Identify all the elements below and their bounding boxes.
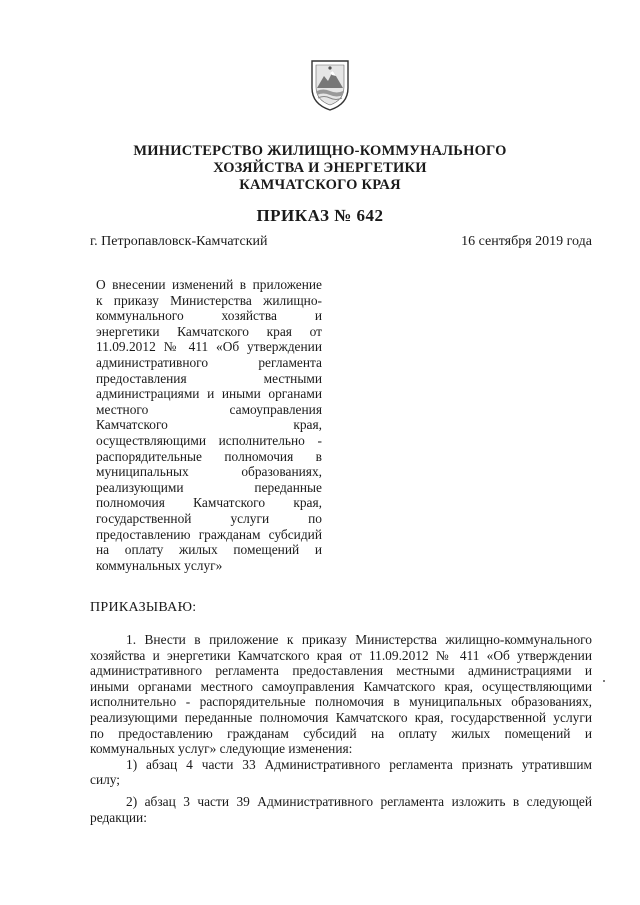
paragraph-line: по предоставлению гражданам субсидий на оплату жилых помещений и [90,725,592,741]
ministry-name-line: ХОЗЯЙСТВА И ЭНЕРГЕТИКИ [213,160,427,176]
subject-line: административного регламента [96,354,322,370]
paragraph-line: реализующими переданные полномочия Камчатского края, государственной услуги [90,709,592,725]
subject-line: на оплату жилых помещений и [96,542,322,558]
paragraph-line: административного регламента предоставления местными администрациями и [90,663,592,679]
subject-line: полномочия Камчатского края, [96,495,322,511]
subject-line: администрациями и иными органами [96,386,322,402]
subject-line: О внесении изменений в приложение [96,277,322,292]
paragraph-line: хозяйства и энергетики Камчатского края от 11.09.2012 № 411 «Об утверждении [90,647,592,663]
order-date: 16 сентября 2019 года [461,234,592,249]
subject-line: реализующими переданные [96,479,322,495]
order-body [90,632,592,825]
paragraph-line: исполнительно - распорядительные полномочия в муниципальных образованиях, [90,694,592,710]
subject-line: распорядительные полномочия в [96,448,322,464]
subject-line: государственной услуги по [96,510,322,526]
list-item-line: 1) абзац 4 части 33 Административного регламента признать утратившим [126,756,592,772]
subject-line: энергетики Камчатского края от [96,323,322,339]
paragraph-line: 1. Внести в приложение к приказу Министерства жилищно-коммунального [126,632,592,647]
city-name: г. Петропавловск-Камчатский [90,234,268,249]
order-title: ПРИКАЗ № 642 [256,206,384,225]
subject-line: предоставлению гражданам субсидий [96,526,322,542]
paragraph-line: иными органами местного самоуправления Камчатского края, осуществляющими [90,678,592,694]
subject-line: 11.09.2012 № 411 «Об утверждении [96,339,322,355]
list-item-line: редакции: [90,809,147,825]
subject-line: к приказу Министерства жилищно- [96,292,322,308]
ministry-name-line: КАМЧАТСКОГО КРАЯ [239,177,401,193]
scan-speck [603,680,605,682]
order-directive-word: ПРИКАЗЫВАЮ: [90,600,197,615]
paragraph-line: коммунальных услуг» следующие изменения: [90,741,353,757]
ministry-name [0,143,640,194]
list-item-line: силу; [90,772,121,788]
order-subject [96,277,322,573]
subject-line: коммунальных услуг» [96,557,223,573]
subject-line: коммунального хозяйства и [96,308,322,324]
subject-line: Камчатского края, [96,417,322,433]
list-item-line: 2) абзац 3 части 39 Административного регламента изложить в следующей [126,793,592,809]
kamchatka-coat-of-arms-emblem [309,58,351,112]
subject-line: муниципальных образованиях, [96,464,322,480]
subject-line: осуществляющими исполнительно - [96,432,322,448]
subject-line: местного самоуправления [96,401,322,417]
subject-line: предоставления местными [96,370,322,386]
ministry-name-line: МИНИСТЕРСТВО ЖИЛИЩНО-КОММУНАЛЬНОГО [133,143,507,159]
